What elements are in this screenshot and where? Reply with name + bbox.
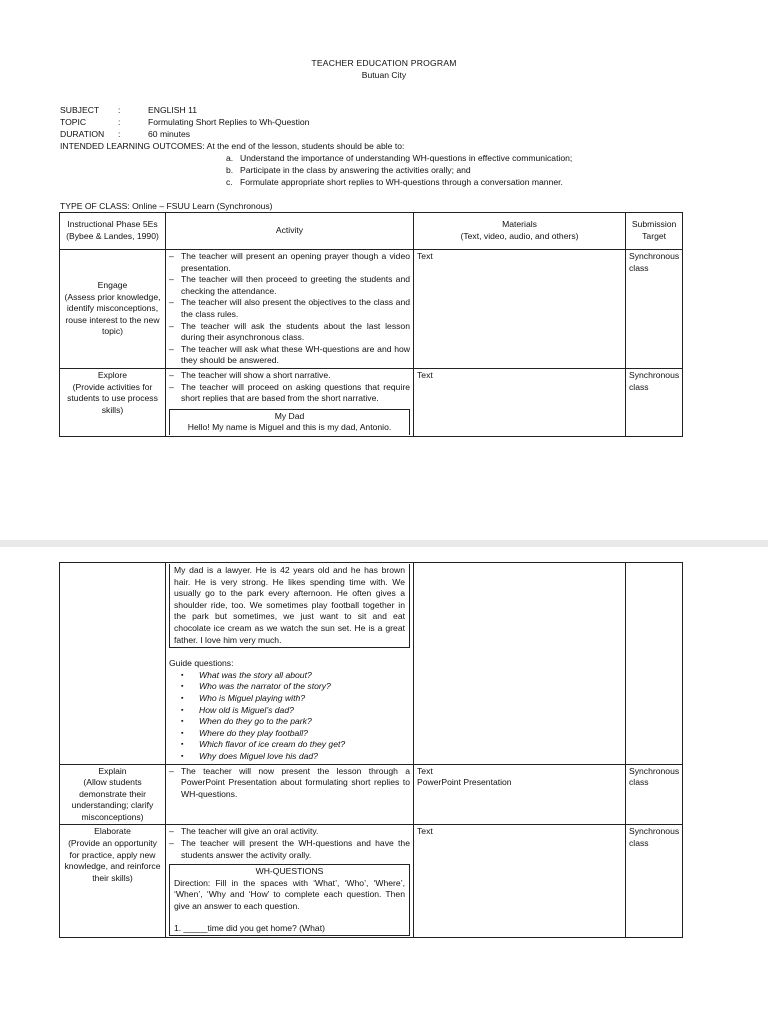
activity-item: – The teacher will now present the lesson through a PowerPoint Presentation about formulating short replies to WH-questions. xyxy=(169,766,410,801)
phase-cell xyxy=(60,825,166,938)
meta-sep: : xyxy=(118,117,121,127)
phase-desc: (Provide activities for students to use process skills) xyxy=(67,381,158,415)
ilo-item-number: a. xyxy=(226,153,234,163)
materials-cell: Text xyxy=(414,250,626,369)
header-materials-line2: (Text, video, audio, and others) xyxy=(460,231,579,241)
lesson-plan-table-continued xyxy=(59,562,683,938)
phase-name: Explain xyxy=(98,765,127,776)
materials-cell xyxy=(414,563,626,765)
header-submission: Submission Target xyxy=(626,213,683,250)
meta-subject xyxy=(60,105,197,117)
story-continued: My dad is a lawyer. He is 42 years old and he has brown hair. He is very strong. He likes spending time with. We usually go to the park every afternoon. He often gives a shoulder ride, too. We sometimes play football together in the park but sometimes, we just want to sit and eat chocolate ice cream as we watch the sun set. He is a great father. I love him very much. xyxy=(169,564,410,648)
materials-cell: Text xyxy=(414,368,626,436)
wh-questions-box xyxy=(169,864,410,936)
activity-cell xyxy=(166,825,414,938)
activity-cell xyxy=(166,764,414,825)
type-of-class: TYPE OF CLASS: Online – FSUU Learn (Synchronous) xyxy=(60,201,273,211)
guide-question: ▪ Which flavor of ice cream do they get? xyxy=(193,739,410,751)
phase-name: Elaborate xyxy=(94,826,131,837)
submission-cell xyxy=(626,563,683,765)
meta-topic xyxy=(60,117,309,129)
header-materials-line1: Materials xyxy=(502,219,537,230)
guide-question: ▪ Who is Miguel playing with? xyxy=(193,693,410,705)
guide-question: ▪ How old is Miguel’s dad? xyxy=(193,705,410,717)
table-row-elaborate xyxy=(60,825,683,938)
meta-key: SUBJECT xyxy=(60,105,100,115)
document-page-2 xyxy=(0,547,768,1024)
meta-sep: : xyxy=(118,129,121,139)
submission-cell: Synchronous class xyxy=(626,250,683,369)
ilo-list xyxy=(226,153,766,189)
meta-value: 60 minutes xyxy=(148,129,191,139)
guide-question: ▪ Why does Miguel love his dad? xyxy=(193,751,410,763)
meta-value: ENGLISH 11 xyxy=(148,105,198,115)
phase-name: Engage xyxy=(97,279,128,290)
activity-cell xyxy=(166,368,414,436)
activity-item: – The teacher will proceed on asking questions that require short replies that are based from the short narrative. xyxy=(169,382,410,405)
ilo-item-text: Formulate appropriate short replies to WH-questions through a conversation manner. xyxy=(240,177,563,187)
materials-line: PowerPoint Presentation xyxy=(417,777,512,788)
wh-box-item: 1. _____time did you get home? (What) xyxy=(174,922,325,933)
meta-duration xyxy=(60,129,190,141)
meta-key: DURATION xyxy=(60,129,105,139)
phase-desc: (Assess prior knowledge, identify misconceptions, rouse interest to the new topic) xyxy=(64,291,161,337)
guide-label: Guide questions: xyxy=(169,658,234,669)
phase-cell xyxy=(60,368,166,436)
guide-question: ▪ Where do they play football? xyxy=(193,728,410,740)
meta-sep: : xyxy=(118,105,121,115)
guide-questions-list xyxy=(169,670,410,763)
ilo-title: INTENDED LEARNING OUTCOMES: At the end of the lesson, students should be able to: xyxy=(60,141,405,151)
activity-cell xyxy=(166,563,414,765)
ilo-item xyxy=(226,153,766,165)
phase-desc: (Provide an opportunity for practice, apply new knowledge, and reinforce their skills) xyxy=(64,838,161,883)
submission-cell: Synchronous class xyxy=(626,764,683,825)
table-row-engage xyxy=(60,250,683,369)
activity-cell xyxy=(166,250,414,369)
phase-name: Explore xyxy=(97,369,128,380)
activity-item: – The teacher will show a short narrative. xyxy=(169,370,410,382)
materials-cell xyxy=(414,764,626,825)
wh-box-direction: Direction: Fill in the spaces with ‘What’, ‘Who’, ‘Where’, ‘When’, ‘Why and ‘How’ to complete each question. Then give an answer to each question. xyxy=(174,877,405,912)
ilo-item-number: c. xyxy=(226,177,233,187)
lesson-plan-table xyxy=(59,212,683,437)
ilo-item-text: Participate in the class by answering the activities orally; and xyxy=(240,165,471,175)
table-row-explain xyxy=(60,764,683,825)
meta-key: TOPIC xyxy=(60,117,87,127)
materials-line: Text xyxy=(417,765,433,776)
ilo-item xyxy=(226,165,766,177)
header-activity: Activity xyxy=(166,213,414,250)
guide-question: ▪ What was the story all about? xyxy=(193,670,410,682)
activity-item: – The teacher will ask what these WH-questions are and how they should be answered. xyxy=(169,344,410,367)
guide-question: ▪ When do they go to the park? xyxy=(193,716,410,728)
header-materials xyxy=(414,213,626,250)
activity-item: – The teacher will ask the students about the last lesson during their asynchronous class. xyxy=(169,321,410,344)
story-box xyxy=(169,409,410,435)
wh-box-title: WH-QUESTIONS xyxy=(255,866,324,877)
activity-item: – The teacher will present the WH-questions and have the students answer the activity orally. xyxy=(169,838,410,861)
activity-item: – The teacher will then proceed to greeting the students and checking the attendance. xyxy=(169,274,410,297)
meta-value: Formulating Short Replies to Wh-Question xyxy=(148,117,310,127)
phase-desc: (Allow students demonstrate their understanding; clarify misconceptions) xyxy=(71,777,154,822)
header-phase: Instructional Phase 5Es (Bybee & Landes, 1990) xyxy=(60,213,166,250)
table-row-explore-continued xyxy=(60,563,683,765)
phase-cell xyxy=(60,764,166,825)
program-city: Butuan City xyxy=(361,70,407,80)
story-title: My Dad xyxy=(274,410,305,421)
phase-cell xyxy=(60,563,166,765)
ilo-item-text: Understand the importance of understanding WH-questions in effective communication; xyxy=(240,153,573,163)
materials-cell: Text xyxy=(414,825,626,938)
submission-cell: Synchronous class xyxy=(626,825,683,938)
activity-item: – The teacher will give an oral activity. xyxy=(169,826,410,838)
table-header-row xyxy=(60,213,683,250)
table-row-explore xyxy=(60,368,683,436)
submission-cell: Synchronous class xyxy=(626,368,683,436)
phase-cell xyxy=(60,250,166,369)
guide-question: ▪ Who was the narrator of the story? xyxy=(193,681,410,693)
ilo-item xyxy=(226,177,766,189)
activity-item: – The teacher will present an opening prayer though a video presentation. xyxy=(169,251,410,274)
story-first-line: Hello! My name is Miguel and this is my dad, Antonio. xyxy=(187,422,392,433)
program-title: TEACHER EDUCATION PROGRAM xyxy=(311,58,457,68)
activity-item: – The teacher will also present the objectives to the class and the class rules. xyxy=(169,297,410,320)
ilo-item-number: b. xyxy=(226,165,234,175)
